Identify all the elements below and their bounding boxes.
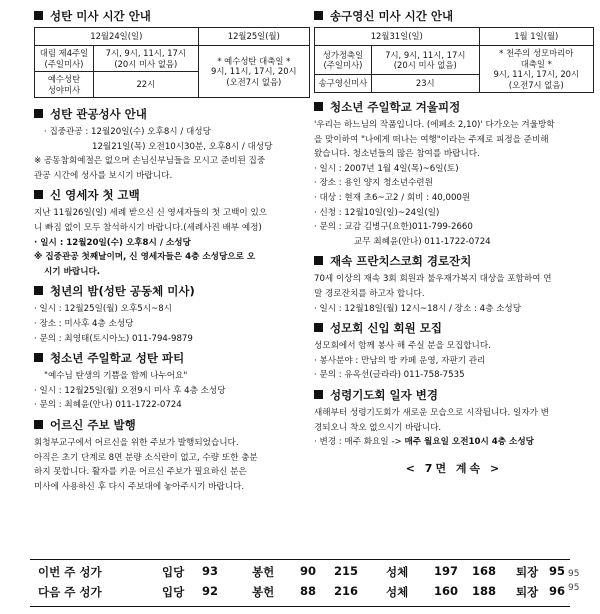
sunday-party-line: · 일시 : 12월25일(월) 오전9시 미사 후 4층 소성당	[34, 385, 226, 396]
prayer-change-value: 매주 월요일 오전10시 4층 소성당	[404, 437, 534, 448]
recessional-label: 퇴장	[516, 565, 539, 579]
winter-retreat-line: · 문의 : 교감 김병구(요한)011-799-2660	[314, 222, 473, 233]
elder-bulletin-line: 하지 못합니다. 활자를 키운 어르신 주보가 필요하신 분은	[34, 467, 247, 478]
francis-party-line: 70세 이상의 재속 3회 회원과 불우재가복지 대상을 포함하여 연	[314, 274, 552, 285]
confession-line: · 집중관공 : 12월20일(수) 오후8시 / 대성당	[44, 127, 211, 137]
confession-line: 관공 시간에 성사를 보시기 바랍니다.	[34, 170, 173, 181]
winter-retreat-line: · 대상 : 현재 초6~고2 / 회비 : 40,000원	[314, 192, 471, 203]
francis-party-title: 재속 프란치스코회 경로잔치	[314, 253, 594, 269]
christmas-r2-label: 예수성탄 성야미사	[35, 72, 94, 98]
prayer-change-line	[314, 435, 594, 450]
mothers-group-line: 성모회에서 함께 봉사 해 주실 분을 모집합니다.	[314, 341, 491, 352]
prayer-change-title: 성령기도회 일자 변경	[314, 387, 594, 403]
confession-title: 성탄 관공성사 안내	[34, 106, 310, 122]
entrance-label: 입당	[162, 585, 185, 599]
winter-retreat-line: · 신청 : 12월10일(일)~24일(일)	[314, 207, 440, 218]
recessional-number: 95	[549, 564, 566, 578]
offertory-number: 88	[300, 584, 317, 598]
entrance-number: 93	[202, 564, 219, 578]
prayer-change-line: 새해부터 성령기도회가 새로운 모습으로 시작됩니다. 일자가 변	[314, 407, 549, 418]
new-year-r1-times: 7시, 9시, 11시, 17시 (20시 미사 없음)	[372, 46, 480, 75]
winter-retreat-line: 교무 최혜윤(안나) 011-1722-0724	[354, 236, 491, 247]
new-year-day2-times: * 천주의 성모마리아 대축일 * 9시, 11시, 17시, 20시 (오전7시 없음)	[479, 46, 593, 93]
hymn-numbers-bar	[30, 559, 570, 607]
new-year-r2-time: 23시	[372, 75, 480, 93]
winter-retreat-line: 왔습니다. 청소년들의 많은 참여를 바랍니다.	[314, 149, 480, 160]
mothers-group-line: · 봉사분야 : 만남의 방 카페 운영, 자판기 관리	[314, 355, 486, 366]
offertory-number: 90	[300, 564, 317, 578]
christmas-mass-title: 성탄 미사 시간 안내	[34, 8, 310, 24]
francis-party-line: 말 경로잔치를 하고자 합니다.	[314, 288, 425, 299]
francis-party-line: · 일시 : 12월18일(월) 12시~18시 / 장소 : 4층 소성당	[314, 303, 522, 314]
new-baptized-line: ※ 집중관공 첫째날이며, 신 영세자들은 4층 소성당으로 오	[34, 252, 256, 263]
winter-retreat-title: 청소년 주일학교 겨울피정	[314, 99, 594, 115]
offertory-number: 216	[334, 584, 359, 598]
elder-bulletin-line: 아직은 초기 단계로 8면 분량 소식란이 없고, 수량 또한 충분	[34, 452, 258, 463]
winter-retreat-line: '우리는 하느님의 작품입니다. (에페소 2,10)' 다가오는 겨울방학	[314, 120, 555, 130]
christmas-day2-header: 12월25일(월)	[198, 28, 309, 46]
youth-night-line: · 문의 : 최영태(토시아노) 011-794-9879	[34, 333, 193, 344]
winter-retreat-line: · 장소 : 용인 양지 청소년수련원	[314, 178, 433, 189]
new-baptized-title: 신 영세자 첫 고백	[34, 187, 310, 203]
mothers-group-title: 성모회 신입 회원 모집	[314, 320, 594, 336]
new-baptized-line: 니 빠짐 없이 모두 참석하시기 바랍니다.(세례사진 배부 예정)	[34, 222, 262, 233]
new-year-mass-title: 송구영신 미사 시간 안내	[314, 8, 594, 24]
new-year-r1-label: 성가정축일 (주일미사)	[315, 46, 372, 75]
elder-bulletin-line: 미사에 사용하신 후 다시 주보대에 놓아주시기 바랍니다.	[34, 481, 245, 492]
entrance-label: 입당	[162, 565, 185, 579]
new-baptized-line: · 일시 : 12월20일(수) 오후8시 / 소성당	[34, 237, 191, 248]
communion-number: 168	[472, 564, 497, 578]
corner-number: 95	[568, 583, 580, 593]
christmas-r2-time: 22시	[94, 72, 199, 98]
christmas-day1-header: 12월24일(일)	[35, 28, 199, 46]
prayer-change-line: 경되오니 착오 없으시기 바랍니다.	[314, 422, 442, 433]
offertory-label: 봉헌	[252, 585, 275, 599]
hymn-row-next-week	[30, 584, 570, 602]
recessional-label: 퇴장	[516, 585, 539, 599]
new-year-schedule-table	[314, 27, 594, 93]
christmas-r1-times: 7시, 9시, 11시, 17시 (20시 미사 없음)	[94, 46, 199, 72]
christmas-day2-times: * 예수성탄 대축일 * 9시, 11시, 17시, 20시 (오전7시 없음)	[198, 46, 309, 98]
right-column	[314, 4, 594, 476]
winter-retreat-line: 을 맞이하여 "나에게 떠나는 여행"이라는 주제로 피정을 준비해	[314, 134, 549, 145]
confession-line: 12월21일(목) 오전10시30분, 오후8시 / 대성당	[92, 141, 273, 152]
mothers-group-line: · 문의 : 유옥선(글라라) 011-758-7535	[314, 370, 465, 381]
christmas-schedule-table	[34, 27, 310, 98]
communion-number: 160	[434, 584, 459, 598]
elder-bulletin-line: 회청부교구에서 어르신을 위한 주보가 발행되었습니다.	[34, 437, 239, 448]
communion-label: 성체	[386, 565, 409, 579]
communion-label: 성체	[386, 585, 409, 599]
prayer-change-label: · 변경 : 매주 화요일 ->	[314, 437, 405, 448]
left-column	[34, 4, 310, 494]
youth-night-line: · 일시 : 12월25일(월) 오후5시~8시	[34, 304, 172, 315]
offertory-label: 봉헌	[252, 565, 275, 579]
elder-bulletin-title: 어르신 주보 발행	[34, 417, 310, 433]
recessional-number: 96	[549, 584, 566, 598]
sunday-party-title: 청소년 주일학교 성탄 파티	[34, 350, 310, 366]
hymn-row-label: 다음 주 성가	[38, 585, 102, 599]
new-baptized-line: 지난 11월26일(일) 세례 받으신 신 영세자들의 첫 고백이 있으	[34, 208, 268, 219]
confession-line: ※ 공동참회예절은 없으며 손님신부님들을 모시고 준비된 집중	[34, 156, 266, 167]
new-year-day1-header: 12월31일(일)	[315, 28, 480, 46]
corner-number: 95	[568, 569, 580, 579]
christmas-r1-label: 대림 제4주일 (주일미사)	[35, 46, 94, 72]
new-year-day2-header: 1월 1일(월)	[479, 28, 593, 46]
sunday-party-line: · 문의 : 최혜윤(안나) 011-1722-0724	[34, 400, 182, 411]
communion-number: 197	[434, 564, 459, 578]
youth-night-line: · 장소 : 미사후 4층 소성당	[34, 318, 134, 329]
entrance-number: 92	[202, 584, 219, 598]
new-baptized-line: 시기 바랍니다.	[44, 266, 101, 277]
youth-night-title: 청년의 밤(성탄 공동체 미사)	[34, 283, 310, 299]
winter-retreat-line: · 일시 : 2007년 1월 4일(목)~6일(토)	[314, 163, 459, 174]
new-year-r2-label: 송구영신미사	[315, 75, 372, 93]
hymn-row-this-week	[30, 564, 570, 582]
hymn-row-label: 이번 주 성가	[38, 565, 102, 579]
communion-number: 188	[472, 584, 497, 598]
continued-notice: < 7면 계속 >	[405, 461, 503, 475]
offertory-number: 215	[334, 564, 359, 578]
sunday-party-line: "예수님 탄생의 기쁨을 함께 나누어요"	[44, 371, 188, 382]
